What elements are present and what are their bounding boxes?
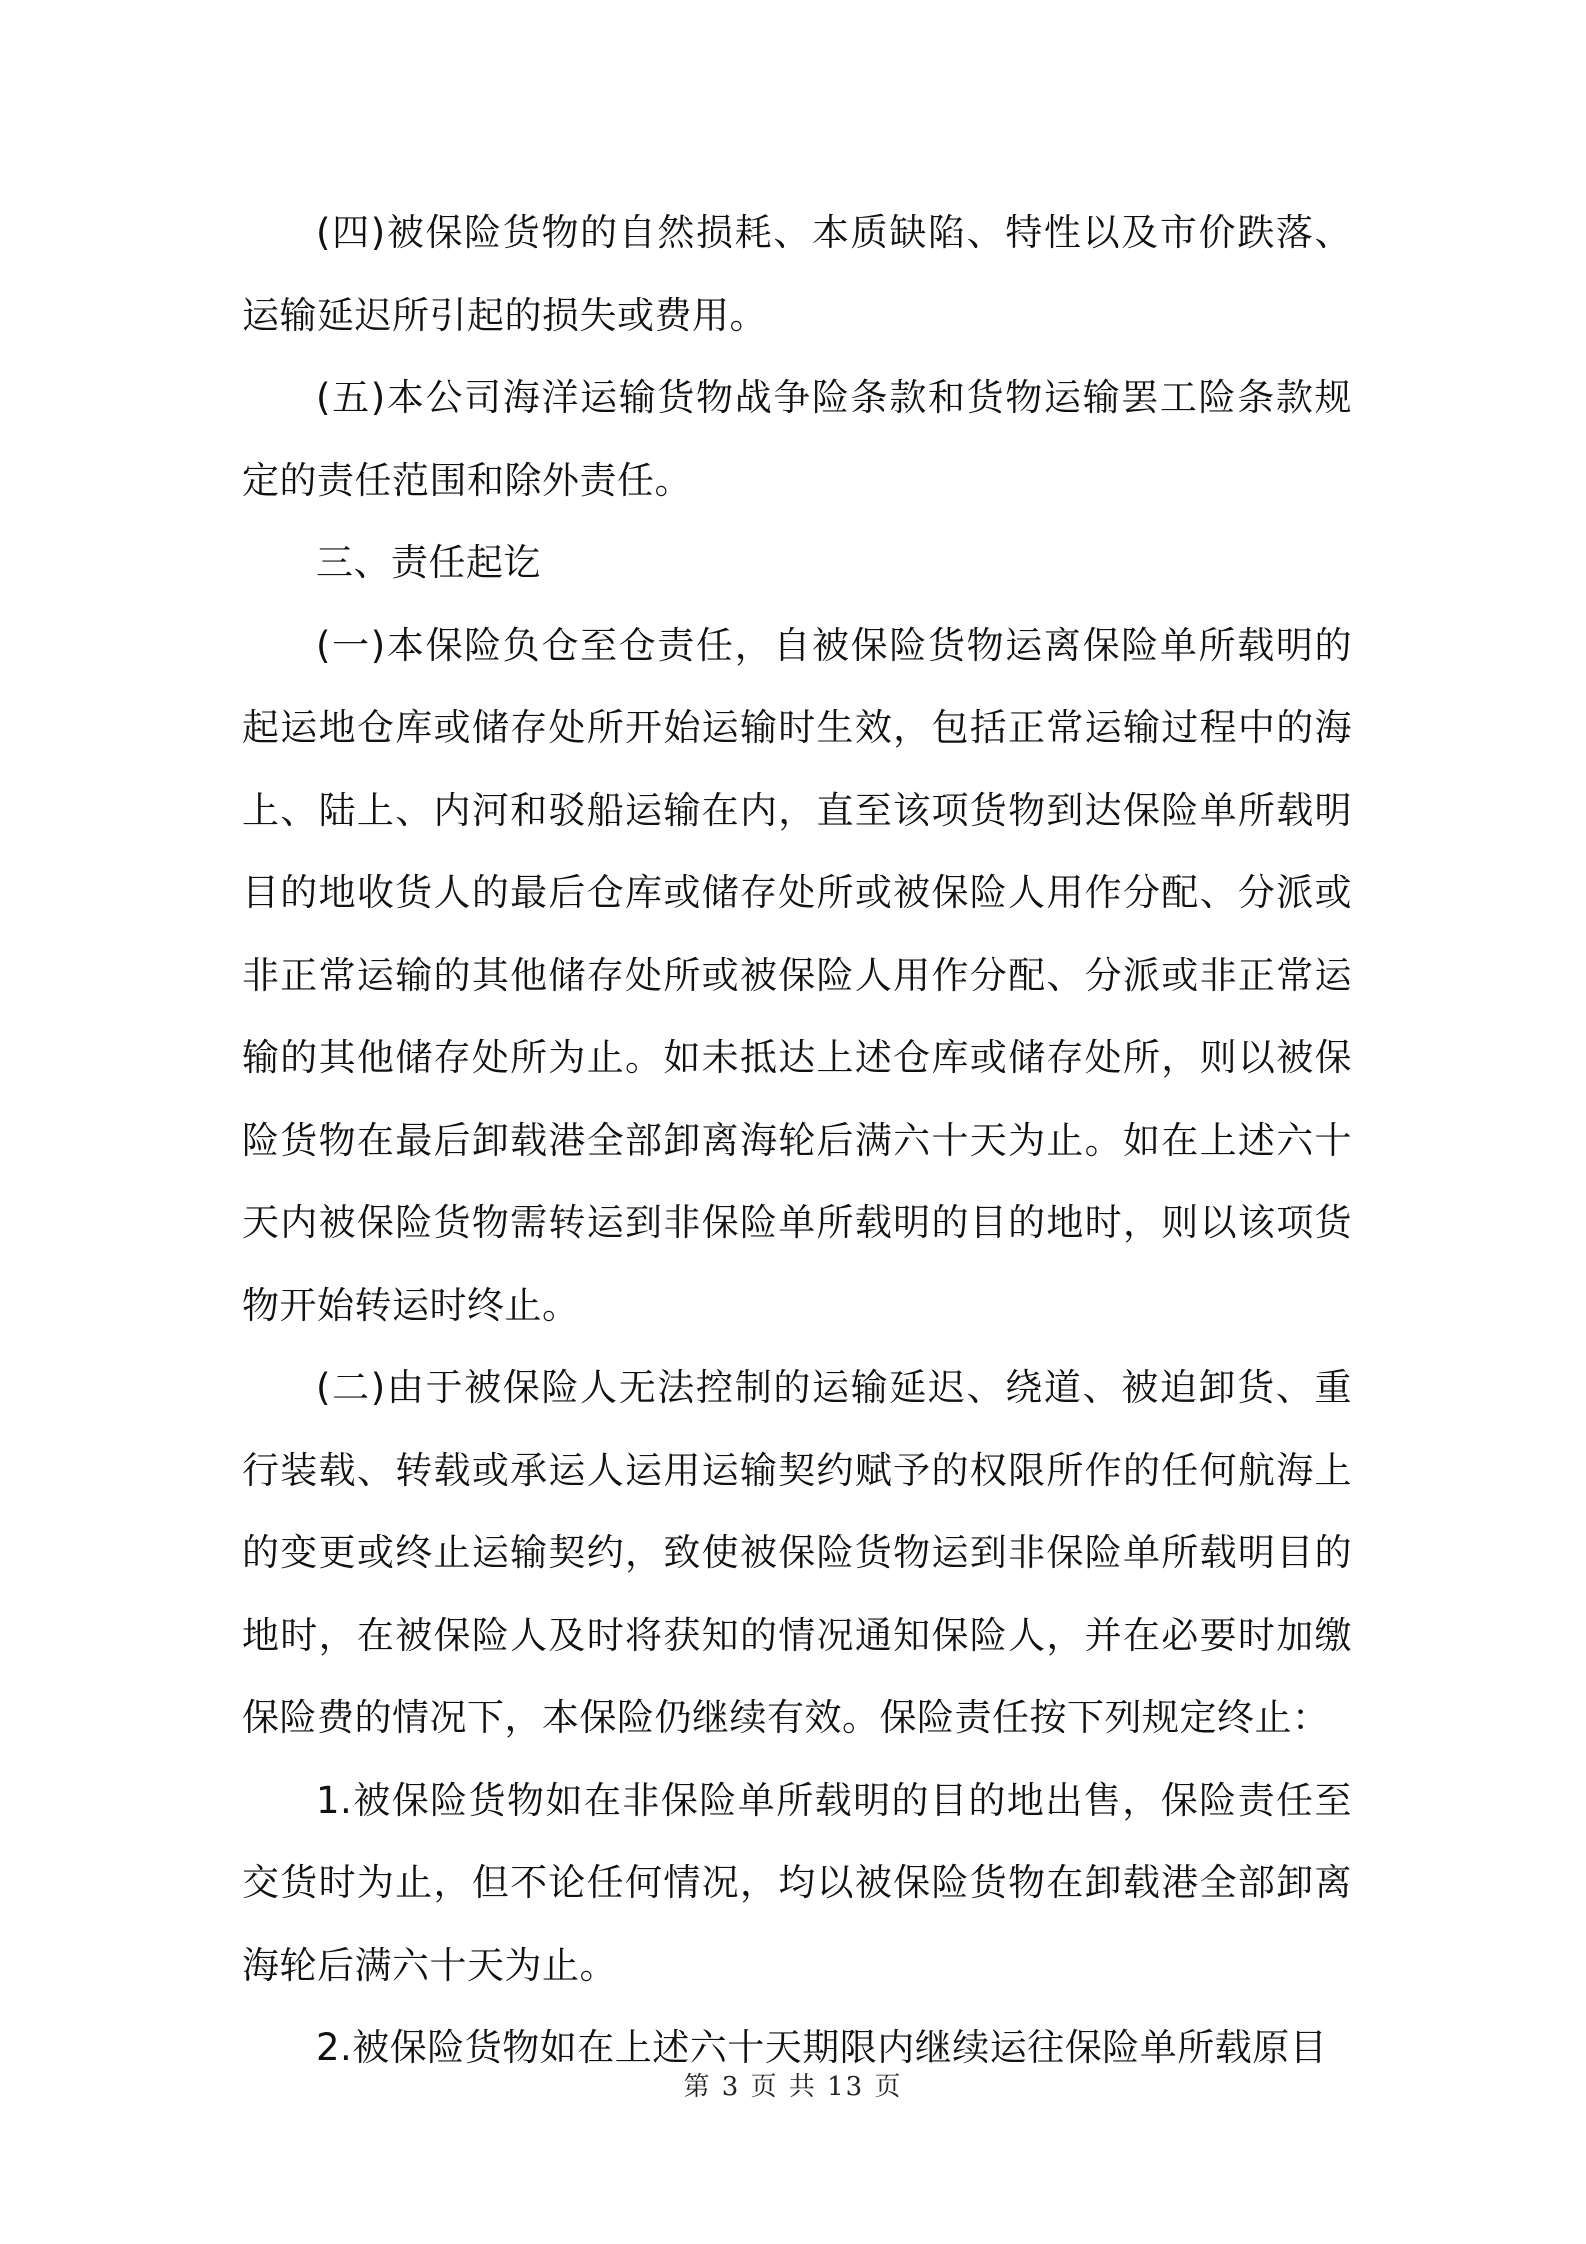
paragraph-item-1-warehouse: (一)本保险负仓至仓责任，自被保险货物运离保险单所载明的起运地仓库或储存处所开始运输时生效，包括正常运输过程中的海上、陆上、内河和驳船运输在内，直至该项货物到达保险单所载明目的地收货人的最后仓库或储存处所或被保险人用作分配、分派或非正常运输的其他储存处所或被保险人用作分配、分派或非正常运输的其他储存处所为止。如未抵达上述仓库或储存处所，则以被保险货物在最后卸载港全部卸离海轮后满六十天为止。如在上述六十天内被保险货物需转运到非保险单所载明的目的地时，则以该项货物开始转运时终止。	[242, 623, 1352, 1327]
document-body	[242, 192, 1352, 2090]
paragraph-subitem-2: 2.被保险货物如在上述六十天期限内继续运往保险单所载原目	[316, 2026, 1328, 2069]
section-heading-duration: 三、责任起讫	[316, 541, 541, 584]
paragraph-subitem-1: 1.被保险货物如在非保险单所载明的目的地出售，保险责任至交货时为止，但不论任何情况，均以被保险货物在卸载港全部卸离海轮后满六十天为止。	[242, 1778, 1352, 1987]
paragraph-item-5-exclusion: (五)本公司海洋运输货物战争险条款和货物运输罢工险条款规定的责任范围和除外责任。	[242, 376, 1352, 502]
paragraph-item-2-deviation: (二)由于被保险人无法控制的运输延迟、绕道、被迫卸货、重行装载、转载或承运人运用运输契约赋予的权限所作的任何航海上的变更或终止运输契约，致使被保险货物运到非保险单所载明目的地时，在被保险人及时将获知的情况通知保险人，并在必要时加缴保险费的情况下，本保险仍继续有效。保险责任按下列规定终止：	[242, 1366, 1352, 1739]
page-number-footer	[0, 2066, 1586, 2103]
page-number-text: 第 3 页 共 13 页	[683, 2072, 903, 2102]
paragraph-item-4-exclusion: (四)被保险货物的自然损耗、本质缺陷、特性以及市价跌落、运输延迟所引起的损失或费用。	[242, 211, 1352, 337]
